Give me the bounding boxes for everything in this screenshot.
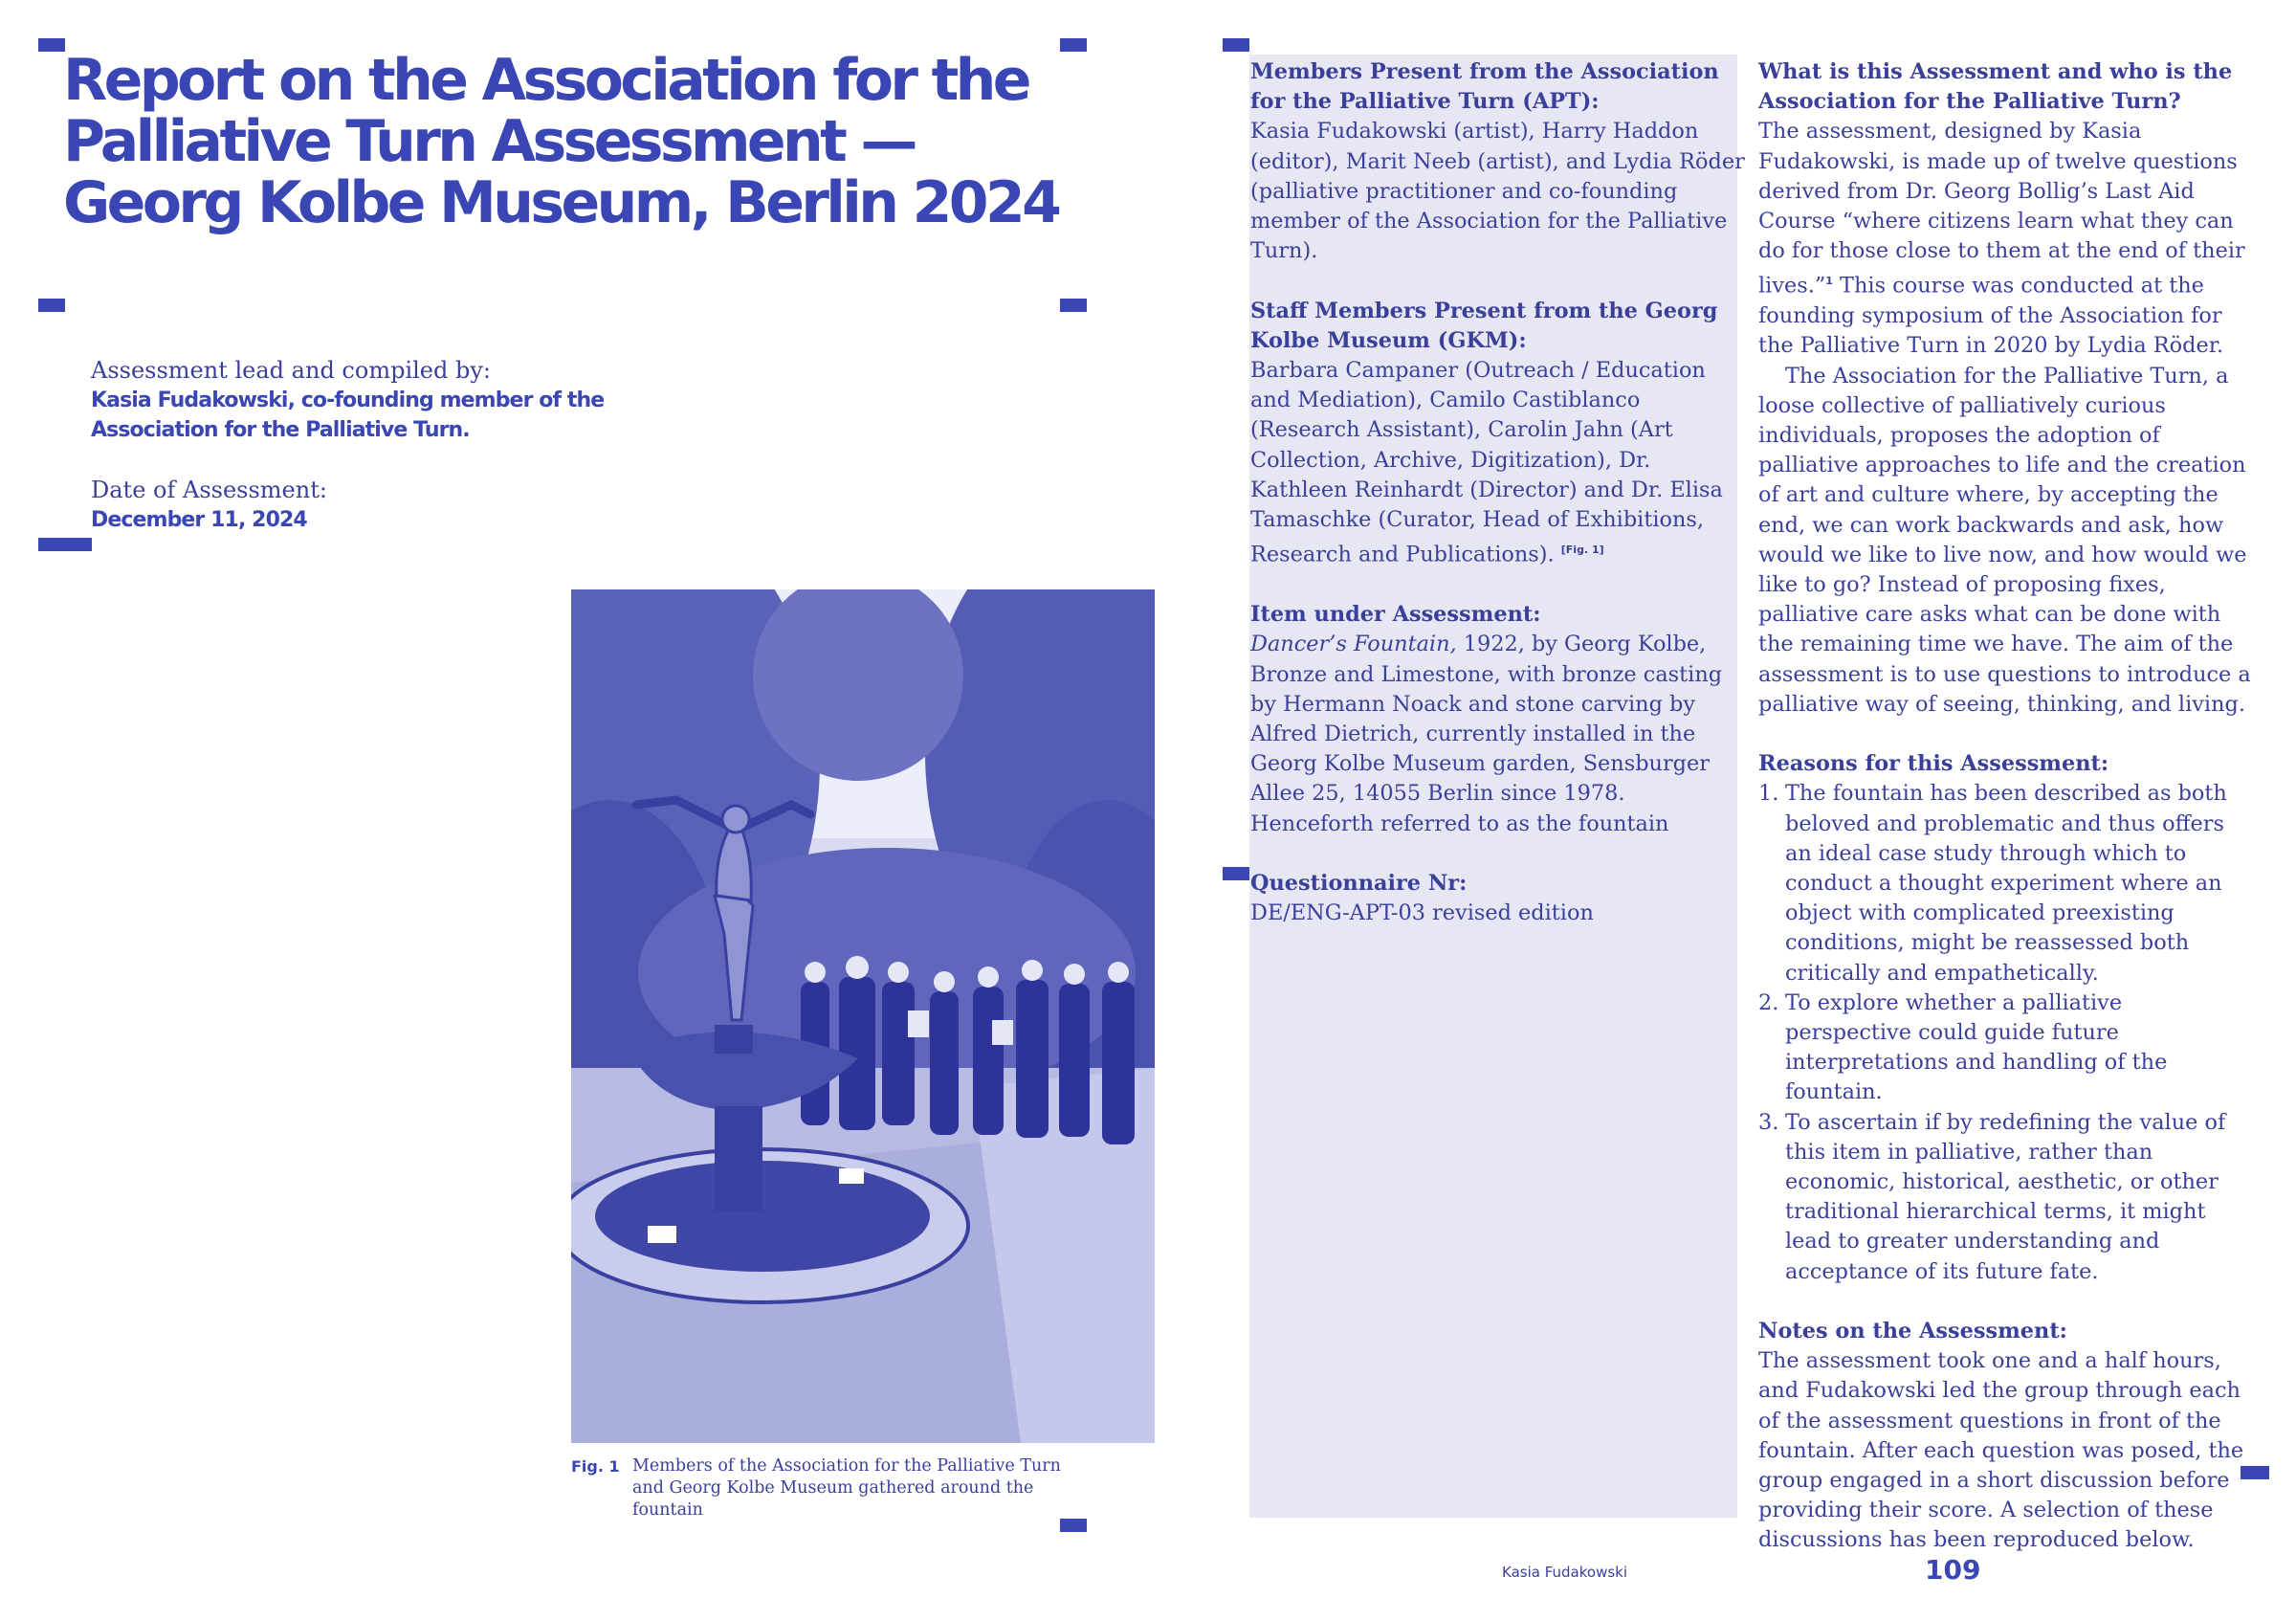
fountain-photo xyxy=(571,589,1155,1443)
figure-caption xyxy=(571,1455,1069,1521)
footer-author: Kasia Fudakowski xyxy=(1502,1564,1628,1581)
crop-mark xyxy=(38,299,65,312)
page-title: Report on the Association for the Palliative Turn Assessment — Georg Kolbe Museum, Berlin 2024 xyxy=(63,47,1059,236)
reasons-list xyxy=(1758,779,2252,1286)
figure-label: Fig. 1 xyxy=(571,1457,620,1476)
what-paragraph-2: The Association for the Palliative Turn, a loose collective of palliatively curious individuals, proposes the adoption of palliative approaches to life and the creation of art and culture where, by accepting the end, we can work backwards and ask, how would we like to live now, and how would we like to go? Instead of proposing fixes, palliative care asks what can be done with the remaining time we have. The aim of the assessment is to use questions to introduce a palliative way of seeing, thinking, and living. xyxy=(1758,363,2251,717)
list-item: 2. To explore whether a palliative perspective could guide future interpretations and handling of the fountain. xyxy=(1758,989,2168,1105)
item-heading: Item under Assessment: xyxy=(1250,602,1541,628)
what-text-1: The assessment, designed by Kasia Fudakowski, is made up of twelve questions derived from Dr. Georg Bollig’s Last Aid Course “where citizens learn what they can do for those close to them at the end of their lives.” xyxy=(1758,119,2245,299)
list-item: 3. To ascertain if by redefining the value of this item in palliative, rather than economic, historical, aesthetic, or other traditional hierarchical terms, it might lead to greater understanding and acceptance of its future fate. xyxy=(1758,1109,2226,1284)
staff-heading: Staff Members Present from the Georg Kolbe Museum (GKM): xyxy=(1250,298,1718,353)
staff-paragraph xyxy=(1250,356,1748,570)
crop-mark xyxy=(1223,38,1249,52)
crop-mark xyxy=(1223,867,1249,880)
what-heading: What is this Assessment and who is the Association for the Palliative Turn? xyxy=(1758,59,2233,115)
reasons-heading: Reasons for this Assessment: xyxy=(1758,751,2109,777)
main-column xyxy=(1758,57,2252,1556)
members-text: Kasia Fudakowski (artist), Harry Haddon (editor), Marit Neeb (artist), and Lydia Röder (palliative practitioner and co-founding member of the Association for the Palliative Turn). xyxy=(1250,119,1745,264)
notes-text: The assessment took one and a half hours, and Fudakowski led the group through each of the assessment questions in front of the fountain. After each question was posed, the group engaged in a short discussion before providing their score. A selection of these discussions has been reproduced below. xyxy=(1758,1348,2244,1553)
what-text-2: This course was conducted at the founding symposium of the Association for the Palliative Turn in 2020 by Lydia Röder. xyxy=(1758,273,2224,359)
crop-mark xyxy=(1060,299,1087,312)
members-heading: Members Present from the Association for the Palliative Turn (APT): xyxy=(1250,59,1719,115)
assessment-lead xyxy=(91,356,627,445)
item-title: Dancer’s Fountain, xyxy=(1250,632,1457,657)
footnote-marker: 1 xyxy=(1825,275,1833,288)
fig-reference: [Fig. 1] xyxy=(1560,544,1604,557)
questionnaire-value: DE/ENG-APT-03 revised edition xyxy=(1250,900,1594,926)
lead-value: Kasia Fudakowski, co-founding member of the Association for the Palliative Turn. xyxy=(91,389,605,442)
crop-mark xyxy=(38,538,92,551)
figure-caption-text: Members of the Association for the Palliative Turn and Georg Kolbe Museum gathered around the fountain xyxy=(632,1456,1061,1520)
questionnaire-heading: Questionnaire Nr: xyxy=(1250,870,1468,896)
lead-label: Assessment lead and compiled by: xyxy=(91,357,491,384)
date-label: Date of Assessment: xyxy=(91,477,327,503)
list-item: 1. The fountain has been described as both beloved and problematic and thus offers an ideal case study through which to conduct a thought experiment where an object with complicated preexisting conditions, might be reassessed both critically and empathetically. xyxy=(1758,781,2227,986)
crop-mark xyxy=(38,38,65,52)
staff-text: Barbara Campaner (Outreach / Education and Mediation), Camilo Castiblanco (Research Assistant), Carolin Jahn (Art Collection, Archive, Digitization), Dr. Kathleen Reinhardt (Director) and Dr. Elisa Tamaschke (Curator, Head of Exhibitions, Research and Publications). xyxy=(1250,358,1723,567)
panel-column xyxy=(1250,57,1748,928)
what-paragraph-1 xyxy=(1758,117,2252,361)
assessment-date xyxy=(91,476,627,535)
notes-heading: Notes on the Assessment: xyxy=(1758,1318,2067,1343)
date-value: December 11, 2024 xyxy=(91,508,307,532)
item-paragraph xyxy=(1250,630,1748,838)
item-text: 1922, by Georg Kolbe, Bronze and Limestone, with bronze casting by Hermann Noack and stone carving by Alfred Dietrich, currently installed in the Georg Kolbe Museum garden, Sensburger Allee 25, 14055 Berlin since 1978. Henceforth referred to as the fountain xyxy=(1250,632,1723,836)
page-number: 109 xyxy=(1925,1554,1981,1586)
